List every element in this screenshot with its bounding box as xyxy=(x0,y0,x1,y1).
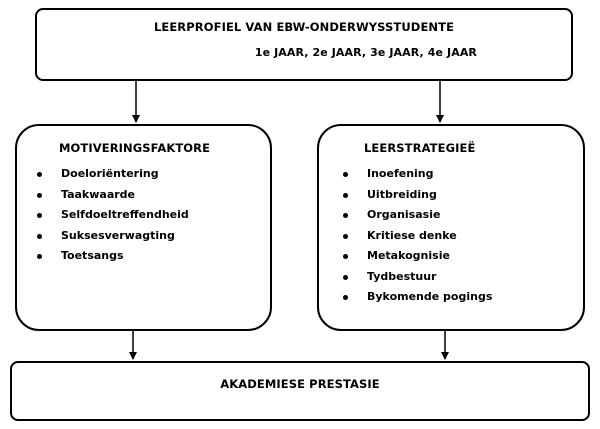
list-item-label: Organisasie xyxy=(367,208,441,221)
motivation-factors-title: MOTIVERINGSFAKTORE xyxy=(59,141,211,155)
academic-achievement-box xyxy=(10,361,590,421)
list-item-label: Tydbestuur xyxy=(367,269,437,283)
list-item-label: Uitbreiding xyxy=(367,187,437,201)
bullet-icon xyxy=(343,172,348,177)
motivation-factors-list xyxy=(37,166,189,269)
list-item-label: Kritiese denke xyxy=(367,228,457,242)
bullet-icon xyxy=(343,275,348,280)
bullet-icon xyxy=(37,213,42,218)
list-item-label: Inoefening xyxy=(367,167,434,180)
list-item-label: Toetsangs xyxy=(61,249,124,262)
list-item-label: Selfdoeltreffendheid xyxy=(61,208,189,221)
list-item xyxy=(343,166,492,187)
study-years-label: 1e JAAR, 2e JAAR, 3e JAAR, 4e JAAR xyxy=(254,46,477,59)
bullet-icon xyxy=(343,295,348,300)
bullet-icon xyxy=(37,234,42,239)
learning-strategies-box xyxy=(317,124,585,331)
list-item xyxy=(343,207,492,228)
list-item-label: Taakwaarde xyxy=(61,187,136,201)
learning-profile-box xyxy=(35,8,573,81)
learning-strategies-title: LEERSTRATEGIEË xyxy=(364,141,476,155)
motivation-factors-box xyxy=(15,124,272,331)
bullet-icon xyxy=(343,213,348,218)
bullet-icon xyxy=(343,234,348,239)
list-item-label: Suksesverwagting xyxy=(61,228,175,242)
academic-achievement-title: AKADEMIESE PRESTASIE xyxy=(220,377,380,391)
list-item xyxy=(343,248,492,269)
list-item xyxy=(37,248,189,269)
list-item xyxy=(37,207,189,228)
list-item-label: Doeloriëntering xyxy=(61,167,159,180)
list-item xyxy=(37,166,189,187)
list-item xyxy=(343,228,492,249)
list-item xyxy=(343,289,492,310)
bullet-icon xyxy=(37,172,42,177)
list-item-label: Metakognisie xyxy=(367,249,450,262)
learning-strategies-list xyxy=(343,166,492,310)
list-item xyxy=(343,269,492,290)
list-item xyxy=(37,228,189,249)
bullet-icon xyxy=(37,193,42,198)
bullet-icon xyxy=(343,193,348,198)
list-item-label: Bykomende pogings xyxy=(367,290,493,303)
list-item xyxy=(343,187,492,208)
list-item xyxy=(37,187,189,208)
bullet-icon xyxy=(37,254,42,259)
bullet-icon xyxy=(343,254,348,259)
learning-profile-title: LEERPROFIEL VAN EBW-ONDERWYSSTUDENTE xyxy=(153,20,455,34)
